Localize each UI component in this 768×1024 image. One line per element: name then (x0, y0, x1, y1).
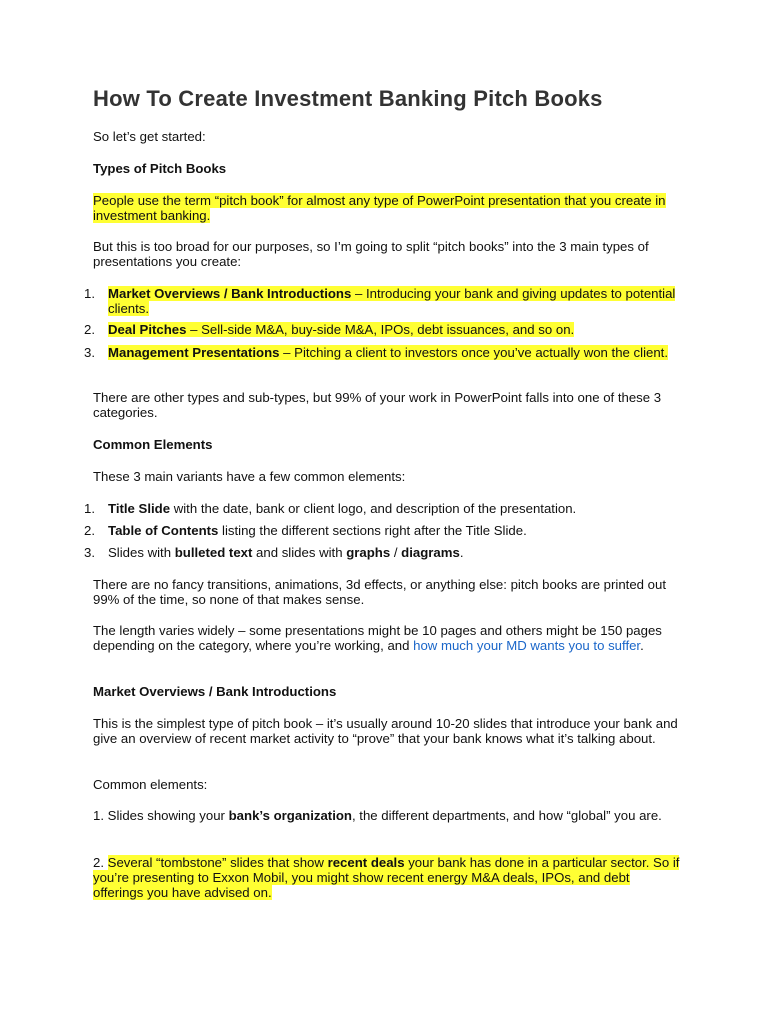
paragraph-pitch-book-term (93, 193, 683, 223)
paragraph-length: The length varies widely – some presentations might be 10 pages and others might be 150 pages depending on the category, where you’re working, and how much your MD wants you to suffer. (93, 623, 662, 653)
heading-types-of-pitch-books: Types of Pitch Books (93, 161, 227, 176)
heading-common-elements: Common Elements (93, 437, 213, 452)
intro-text: So let’s get started: (93, 129, 206, 144)
list-number: 3. (84, 545, 95, 560)
paragraph-common-elements: Common elements: (93, 777, 208, 792)
list-item-deal-pitches: Deal Pitches – Sell-side M&A, buy-side M&A, IPOs, debt issuances, and so on. (108, 322, 575, 337)
paragraph-simplest: This is the simplest type of pitch book – it’s usually around 10-20 slides that introduce your bank and give an overview of recent market activity to “prove” that your bank knows what it’s talking about. (93, 716, 678, 746)
list-number: 2. (84, 523, 95, 538)
heading-market-overviews: Market Overviews / Bank Introductions (93, 684, 337, 699)
page-title: How To Create Investment Banking Pitch Books (93, 86, 603, 111)
list-number: 3. (84, 345, 95, 360)
paragraph-too-broad: But this is too broad for our purposes, so I’m going to split “pitch books” into the 3 main types of presentations you create: (93, 239, 649, 269)
paragraph-variants: These 3 main variants have a few common elements: (93, 469, 406, 484)
list-number: 2. (84, 322, 95, 337)
list-item-title-slide: Title Slide with the date, bank or client logo, and description of the presentation. (108, 501, 577, 516)
element-tombstone-slides: 2. Several “tombstone” slides that show recent deals your bank has done in a particular sector. So if you’re presenting to Exxon Mobil, you might show recent energy M&A deals, IPOs, and debt offerings you have advised on. (93, 855, 680, 900)
paragraph-no-fancy: There are no fancy transitions, animations, 3d effects, or anything else: pitch books are printed out 99% of the time, so none of that makes sense. (93, 577, 667, 607)
list-number: 1. (84, 501, 95, 516)
element-bank-organization: 1. Slides showing your bank’s organization, the different departments, and how “global” you are. (93, 808, 662, 823)
md-suffer-link[interactable]: how much your MD wants you to suffer (413, 638, 641, 653)
list-item-market-overviews: Market Overviews / Bank Introductions – Introducing your bank and giving updates to potential clients. (108, 286, 676, 316)
highlighted-text: People use the term “pitch book” for almost any type of PowerPoint presentation that you create in investment banking. (93, 193, 666, 223)
list-item-table-of-contents: Table of Contents listing the different sections right after the Title Slide. (108, 523, 527, 538)
list-item-slides: Slides with bulleted text and slides with graphs / diagrams. (108, 545, 464, 560)
paragraph-other-types: There are other types and sub-types, but 99% of your work in PowerPoint falls into one of these 3 categories. (93, 390, 662, 420)
list-number: 1. (84, 286, 95, 301)
list-item-management-presentations: Management Presentations – Pitching a client to investors once you’ve actually won the client. (108, 345, 668, 360)
